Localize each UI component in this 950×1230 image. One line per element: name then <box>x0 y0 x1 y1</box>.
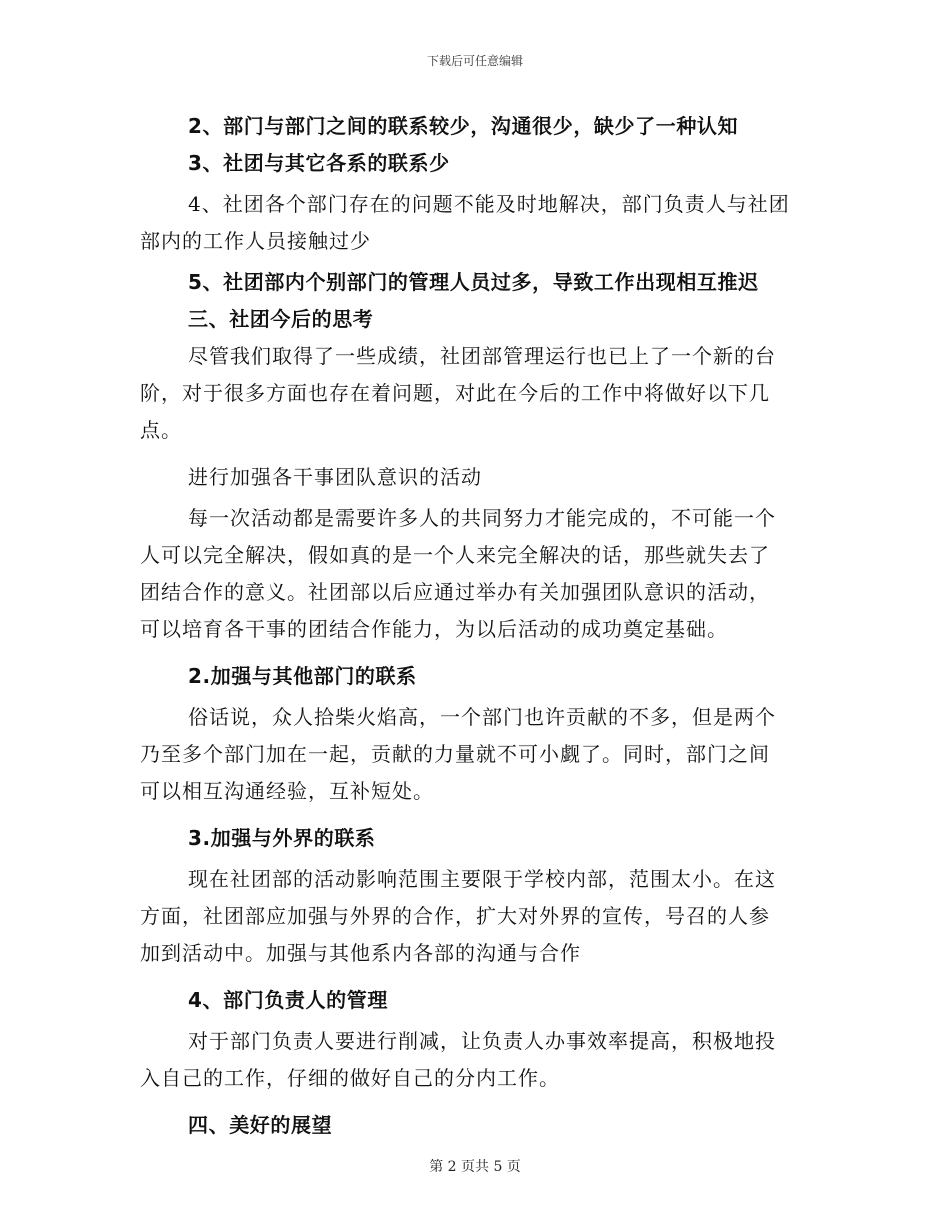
paragraph-line: 方面，社团部应加强与外界的合作，扩大对外界的宣传，号召的人参 <box>140 904 770 928</box>
paragraph-line: 现在社团部的活动影响范围主要限于学校内部，范围太小。在这 <box>188 867 776 891</box>
page-header-note: 下载后可任意编辑 <box>426 54 523 68</box>
paragraph-line: 阶，对于很多方面也存在着问题，对此在今后的工作中将做好以下几 <box>140 381 770 405</box>
paragraph-line: 点。 <box>140 418 182 442</box>
paragraph-line: 乃至多个部门加在一起，贡献的力量就不可小觑了。同时，部门之间 <box>140 742 770 766</box>
paragraph-line: 团结合作的意义。社团部以后应通过举办有关加强团队意识的活动， <box>140 580 770 604</box>
section-3-heading: 三、社团今后的思考 <box>188 307 374 331</box>
page-number-footer: 第 2 页共 5 页 <box>429 1159 521 1175</box>
list-item-4-line-2: 部内的工作人员接触过少 <box>140 229 371 253</box>
paragraph-line: 对于部门负责人要进行削减，让负责人办事效率提高，积极地投 <box>188 1029 776 1053</box>
paragraph-line: 可以培育各干事的团结合作能力，为以后活动的成功奠定基础。 <box>140 617 728 641</box>
paragraph-line: 入自己的工作，仔细的做好自己的分内工作。 <box>140 1066 560 1090</box>
document-body <box>140 108 810 1144</box>
list-item-2-heading: 2、部门与部门之间的联系较少，沟通很少，缺少了一种认知 <box>188 114 739 138</box>
paragraph-line: 俗话说，众人拾柴火焰高，一个部门也许贡献的不多，但是两个 <box>188 705 776 729</box>
paragraph-line: 每一次活动都是需要许多人的共同努力才能完成的，不可能一个 <box>188 506 776 530</box>
paragraph-line: 可以相互沟通经验，互补短处。 <box>140 779 434 803</box>
sub-heading-4: 4、部门负责人的管理 <box>188 988 388 1012</box>
section-4-heading: 四、美好的展望 <box>188 1113 333 1137</box>
list-item-4-line-1: 4、社团各个部门存在的问题不能及时地解决，部门负责人与社团 <box>188 192 790 216</box>
paragraph-line: 人可以完全解决，假如真的是一个人来完全解决的话，那些就失去了 <box>140 543 770 567</box>
list-item-3-heading: 3、社团与其它各系的联系少 <box>188 151 450 175</box>
paragraph-line: 尽管我们取得了一些成绩，社团部管理运行也已上了一个新的台 <box>188 344 776 368</box>
paragraph-line: 加到活动中。加强与其他系内各部的沟通与合作 <box>140 941 581 965</box>
sub-heading-2: 2.加强与其他部门的联系 <box>188 664 417 688</box>
sub-heading-1: 进行加强各干事团队意识的活动 <box>188 465 482 489</box>
sub-heading-3: 3.加强与外界的联系 <box>188 826 376 850</box>
list-item-5-heading: 5、社团部内个别部门的管理人员过多，导致工作出现相互推迟 <box>188 270 759 294</box>
